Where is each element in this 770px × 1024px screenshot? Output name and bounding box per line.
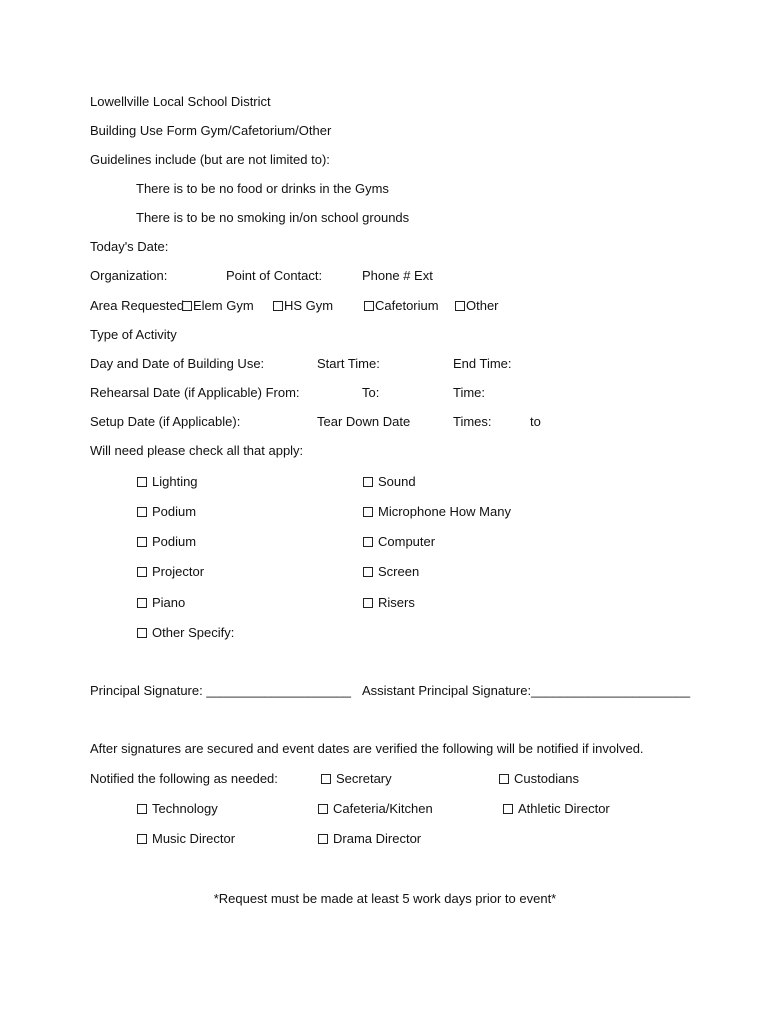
need-screen[interactable]: Screen — [363, 564, 419, 580]
checkbox[interactable] — [182, 301, 192, 311]
checkbox[interactable] — [364, 301, 374, 311]
notify-custodians[interactable]: Custodians — [499, 771, 579, 787]
checkbox[interactable] — [503, 804, 513, 814]
area-option-cafetorium[interactable]: Cafetorium — [364, 298, 439, 314]
checkbox[interactable] — [137, 507, 147, 517]
checkbox[interactable] — [363, 477, 373, 487]
guideline-food: There is to be no food or drinks in the Gyms — [136, 181, 389, 196]
rehearsal-to-label: To: — [362, 385, 380, 400]
area-option-other[interactable]: Other — [455, 298, 499, 314]
checkbox[interactable] — [363, 507, 373, 517]
district-name: Lowellville Local School District — [90, 94, 271, 109]
checkbox[interactable] — [318, 834, 328, 844]
assistant-principal-signature-line[interactable]: Assistant Principal Signature:______________________ — [362, 683, 691, 698]
checkbox[interactable] — [137, 804, 147, 814]
checkbox[interactable] — [137, 537, 147, 547]
notify-secretary[interactable]: Secretary — [321, 771, 392, 787]
day-date-use-label: Day and Date of Building Use: — [90, 356, 265, 371]
form-title: Building Use Form Gym/Cafetorium/Other — [90, 123, 332, 138]
checkbox[interactable] — [455, 301, 465, 311]
checkbox[interactable] — [363, 567, 373, 577]
need-piano[interactable]: Piano — [137, 595, 185, 611]
area-option-elem-gym[interactable]: Elem Gym — [182, 298, 254, 314]
notified-label: Notified the following as needed: — [90, 771, 278, 786]
checkbox[interactable] — [363, 537, 373, 547]
phone-label: Phone # Ext — [362, 268, 433, 283]
checkbox[interactable] — [318, 804, 328, 814]
notify-athletic-director[interactable]: Athletic Director — [503, 801, 610, 817]
checkbox[interactable] — [137, 477, 147, 487]
need-microphone[interactable]: Microphone How Many — [363, 504, 511, 520]
notify-drama-director[interactable]: Drama Director — [318, 831, 421, 847]
times-label: Times: — [453, 414, 492, 429]
checkbox[interactable] — [137, 567, 147, 577]
checkbox[interactable] — [499, 774, 509, 784]
request-deadline-note: *Request must be made at least 5 work days prior to event* — [213, 891, 557, 906]
checkbox[interactable] — [137, 628, 147, 638]
need-other-specify[interactable]: Other Specify: — [137, 625, 234, 641]
notify-music-director[interactable]: Music Director — [137, 831, 235, 847]
checkbox[interactable] — [273, 301, 283, 311]
need-podium-2[interactable]: Podium — [137, 534, 196, 550]
need-sound[interactable]: Sound — [363, 474, 416, 490]
guideline-smoking: There is to be no smoking in/on school grounds — [136, 210, 410, 225]
setup-date-label: Setup Date (if Applicable): — [90, 414, 241, 429]
rehearsal-from-label: Rehearsal Date (if Applicable) From: — [90, 385, 300, 400]
area-requested-label: Area Requested — [90, 298, 184, 313]
notify-cafeteria-kitchen[interactable]: Cafeteria/Kitchen — [318, 801, 433, 817]
start-time-label: Start Time: — [317, 356, 380, 371]
checkbox[interactable] — [363, 598, 373, 608]
rehearsal-time-label: Time: — [453, 385, 486, 400]
todays-date-label: Today's Date: — [90, 239, 169, 254]
notification-intro: After signatures are secured and event dates are verified the following will be notified if involved. — [90, 741, 644, 756]
point-of-contact-label: Point of Contact: — [226, 268, 323, 283]
principal-signature-line[interactable]: Principal Signature: ____________________ — [90, 683, 351, 698]
need-projector[interactable]: Projector — [137, 564, 204, 580]
needs-heading: Will need please check all that apply: — [90, 443, 304, 458]
times-to-label: to — [530, 414, 541, 429]
guidelines-heading: Guidelines include (but are not limited to): — [90, 152, 330, 167]
checkbox[interactable] — [321, 774, 331, 784]
checkbox[interactable] — [137, 598, 147, 608]
type-of-activity-label: Type of Activity — [90, 327, 177, 342]
organization-label: Organization: — [90, 268, 168, 283]
need-computer[interactable]: Computer — [363, 534, 435, 550]
need-podium[interactable]: Podium — [137, 504, 196, 520]
need-risers[interactable]: Risers — [363, 595, 415, 611]
end-time-label: End Time: — [453, 356, 512, 371]
need-lighting[interactable]: Lighting — [137, 474, 198, 490]
checkbox[interactable] — [137, 834, 147, 844]
area-option-hs-gym[interactable]: HS Gym — [273, 298, 333, 314]
tear-down-label: Tear Down Date — [317, 414, 411, 429]
notify-technology[interactable]: Technology — [137, 801, 218, 817]
